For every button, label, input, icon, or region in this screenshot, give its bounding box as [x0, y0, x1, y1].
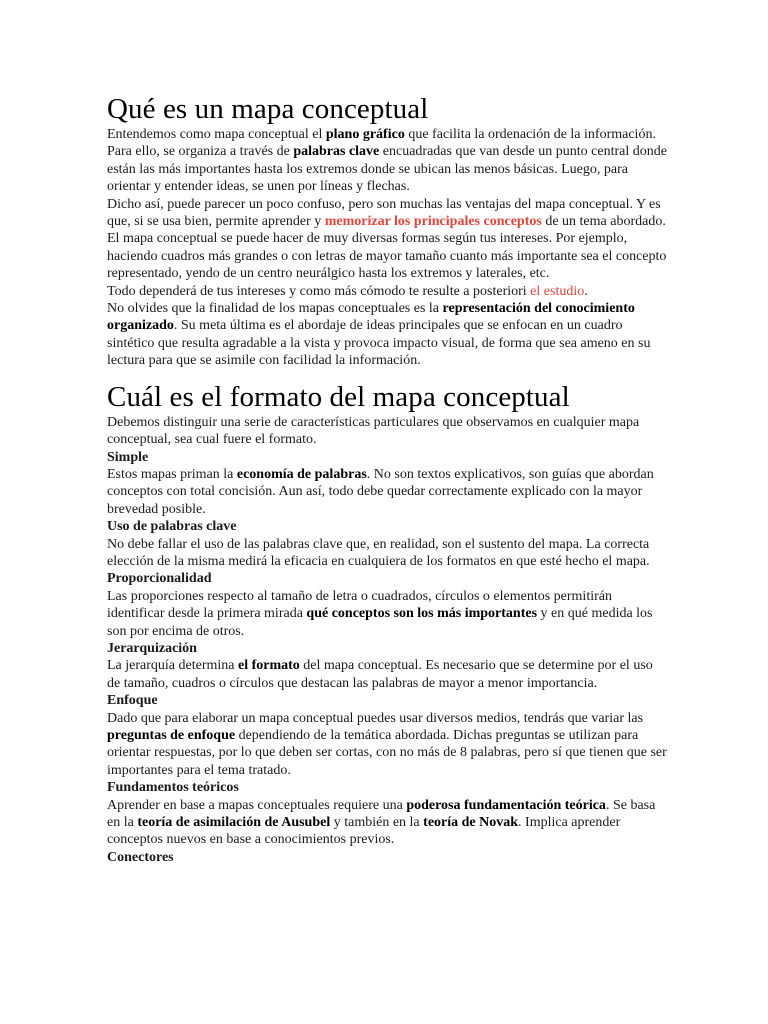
paragraph-definicion: Entendemos como mapa conceptual el plano gráfico que facilita la ordenación de la información. Para ello, se organiza a través de palabras clave encuadradas que van desde un punto central donde están las más importantes hasta los extremos donde se ubican las menos básicas. Luego, para orientar y entender ideas, se unen por líneas y flechas. [107, 127, 667, 195]
heading-formato: Cuál es el formato del mapa conceptual [107, 380, 570, 413]
paragraph-formas: El mapa conceptual se puede hacer de muy diversas formas según tus intereses. Por ejemplo, haciendo cuadros más grandes o con letras de mayor tamaño cuanto más importante sea el concepto representado, yendo de un centro neurálgico hasta los extremos y laterales, etc. [107, 231, 667, 282]
paragraph-intereses: Todo dependerá de tus intereses y como más cómodo te resulte a posteriori el estudio. [107, 283, 588, 299]
heading-que-es: Qué es un mapa conceptual [107, 93, 429, 125]
paragraph-enfoque: Dado que para elaborar un mapa conceptual puedes usar diversos medios, tendrás que variar las preguntas de enfoque dependiendo de la temática abordada. Dichas preguntas se utilizan para orientar respuestas, por lo que deben ser cortas, con no más de 8 palabras, pero sí que tienen que ser importantes para el tema tratado. [107, 710, 667, 778]
paragraph-fundamentos: Aprender en base a mapas conceptuales requiere una poderosa fundamentación teórica. Se basa en la teoría de asimilación de Ausubel y también en la teoría de Novak. Implica aprender conceptos nuevos en base a conocimientos previos. [107, 797, 656, 848]
subheading-fundamentos: Fundamentos teóricos [107, 780, 239, 796]
paragraph-uso-palabras: No debe fallar el uso de las palabras clave que, en realidad, son el sustento del mapa. La correcta elección de la misma medirá la eficacia en cualquiera de los formatos en que esté hecho el mapa. [107, 536, 650, 569]
subheading-jerarquizacion: Jerarquización [107, 640, 197, 656]
subheading-conectores: Conectores [107, 849, 174, 865]
subheading-uso-palabras: Uso de palabras clave [107, 519, 237, 535]
link-memorizar[interactable]: memorizar los principales conceptos [324, 214, 542, 230]
document-page [107, 92, 667, 866]
paragraph-simple: Estos mapas priman la economía de palabras. No son textos explicativos, son guías que abordan conceptos con total concisión. Aun así, todo debe quedar correctamente explicado con la mayor brevedad posible. [107, 466, 654, 517]
paragraph-intro-formato: Debemos distinguir una serie de características particulares que observamos en cualquier mapa conceptual, sea cual fuere el formato. [107, 414, 640, 448]
paragraph-proporcionalidad: Las proporciones respecto al tamaño de letra o cuadrados, círculos o elementos permitirán identificar desde la primera mirada qué conceptos son los más importantes y en qué medida los son por encima de otros. [107, 588, 653, 639]
paragraph-ventajas: Dicho así, puede parecer un poco confuso, pero son muchas las ventajas del mapa conceptual. Y es que, si se usa bien, permite aprender y memorizar los principales conceptos de un tema abordado. [107, 196, 666, 230]
subheading-simple: Simple [107, 449, 149, 465]
subheading-proporcionalidad: Proporcionalidad [107, 571, 212, 587]
paragraph-finalidad: No olvides que la finalidad de los mapas conceptuales es la representación del conocimiento organizado. Su meta última es el abordaje de ideas principales que se enfocan en un cuadro sintético que resulta agradable a la vista y provoca impacto visual, de forma que sea ameno en su lectura para que se asimile con facilidad la información. [107, 301, 651, 369]
paragraph-jerarquizacion: La jerarquía determina el formato del mapa conceptual. Es necesario que se determine por el uso de tamaño, cuadros o círculos que destacan las palabras de mayor a menor importancia. [107, 658, 653, 691]
subheading-enfoque: Enfoque [107, 693, 158, 709]
link-el-estudio[interactable]: el estudio [530, 283, 585, 299]
